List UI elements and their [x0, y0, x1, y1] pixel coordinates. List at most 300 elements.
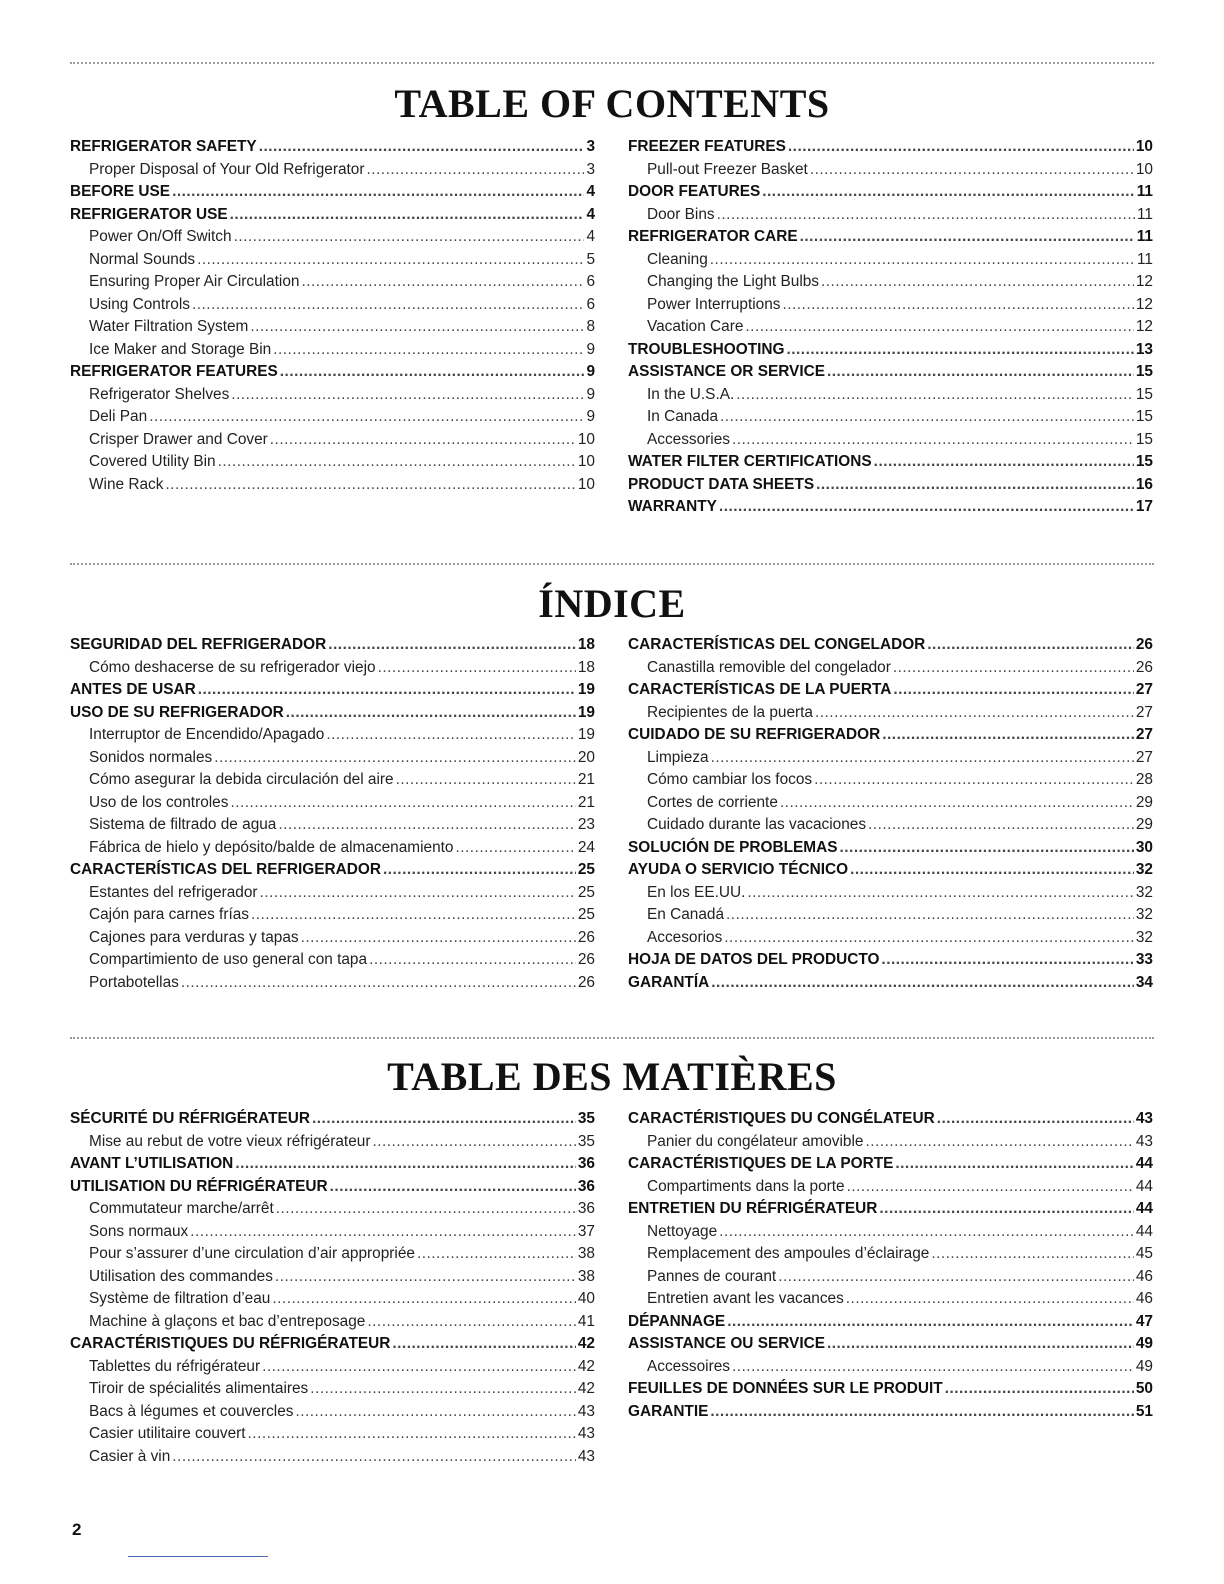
toc-heading-entry [628, 634, 1153, 657]
dot-leader [931, 1243, 1134, 1266]
toc-entry-page-number: 10 [577, 453, 595, 470]
toc-entry-page-number: 19 [577, 703, 595, 721]
toc-entry-page-number: 42 [577, 1380, 595, 1397]
dot-leader [272, 1288, 576, 1311]
dot-leader [717, 204, 1135, 227]
toc-entry-page-number: 32 [1135, 906, 1153, 923]
toc-entry-page-number: 12 [1135, 273, 1153, 290]
toc-subentry [70, 316, 595, 339]
toc-entry-page-number: 15 [1135, 363, 1153, 380]
toc-entry-page-number: 51 [1135, 1402, 1153, 1420]
toc-subentry [70, 384, 595, 407]
toc-entry-page-number: 27 [1135, 681, 1153, 698]
toc-entry-label: AYUDA O SERVICIO TÉCNICO [628, 861, 849, 878]
dot-leader [214, 747, 576, 770]
toc-entry-page-number: 36 [577, 1155, 595, 1172]
toc-entry-page-number: 43 [1135, 1132, 1153, 1150]
toc-entry-label: Sonidos normales [89, 748, 213, 766]
toc-entry-label: DÉPANNAGE [628, 1312, 726, 1330]
dot-leader [197, 249, 584, 272]
dot-leader [727, 1311, 1134, 1334]
dot-leader [865, 1131, 1133, 1154]
toc-heading-entry [628, 1198, 1153, 1221]
toc-subentry [628, 249, 1153, 272]
toc-spanish-right-column [628, 634, 1153, 994]
dot-leader [326, 724, 576, 747]
toc-entry-page-number: 20 [577, 748, 595, 766]
dot-leader [218, 451, 576, 474]
dot-leader [172, 1446, 576, 1469]
toc-entry-page-number: 5 [586, 250, 595, 268]
toc-entry-label: En los EE.UU. [647, 883, 746, 901]
dot-leader [392, 1333, 576, 1356]
toc-subentry [628, 159, 1153, 182]
dot-leader [786, 339, 1133, 362]
toc-entry-page-number: 27 [1135, 703, 1153, 721]
dot-leader [732, 1356, 1134, 1379]
divider-rule [70, 62, 1154, 64]
toc-entry-label: Compartiments dans la porte [647, 1177, 845, 1195]
dot-leader [301, 271, 584, 294]
toc-subentry [70, 1356, 595, 1379]
dot-leader [945, 1378, 1134, 1401]
toc-entry-label: Normal Sounds [89, 250, 196, 268]
toc-subentry [70, 451, 595, 474]
dot-leader [782, 294, 1133, 317]
toc-entry-page-number: 24 [577, 838, 595, 856]
toc-entry-label: USO DE SU REFRIGERADOR [70, 703, 284, 721]
dot-leader [295, 1401, 575, 1424]
toc-subentry [70, 904, 595, 927]
toc-entry-page-number: 47 [1135, 1312, 1153, 1330]
toc-entry-page-number: 41 [577, 1312, 595, 1330]
toc-entry-label: In Canada [647, 408, 719, 425]
toc-entry-label: GARANTÍA [628, 973, 710, 991]
dot-leader [378, 657, 576, 680]
toc-subentry [70, 474, 595, 497]
toc-subentry [628, 747, 1153, 770]
toc-subentry [70, 1221, 595, 1244]
toc-subentry [70, 226, 595, 249]
dot-leader [893, 657, 1134, 680]
toc-entry-page-number: 26 [577, 928, 595, 946]
toc-entry-page-number: 38 [577, 1245, 595, 1262]
toc-subentry [70, 294, 595, 317]
toc-subentry [628, 1176, 1153, 1199]
toc-entry-page-number: 18 [577, 636, 595, 653]
dot-leader [276, 1198, 576, 1221]
toc-entry-page-number: 44 [1135, 1155, 1153, 1172]
toc-entry-page-number: 26 [577, 973, 595, 991]
toc-entry-label: Power Interruptions [647, 295, 781, 313]
toc-entry-page-number: 9 [586, 340, 595, 358]
dot-leader [816, 474, 1134, 497]
toc-entry-page-number: 15 [1135, 408, 1153, 425]
dot-leader [248, 1423, 576, 1446]
toc-subentry [70, 657, 595, 680]
toc-subentry [628, 271, 1153, 294]
toc-entry-page-number: 19 [577, 681, 595, 698]
toc-entry-page-number: 19 [577, 726, 595, 743]
toc-heading-entry [628, 496, 1153, 519]
toc-subentry [628, 769, 1153, 792]
toc-subentry [70, 769, 595, 792]
dot-leader [711, 747, 1134, 770]
toc-heading-entry [70, 1108, 595, 1131]
dot-leader [800, 226, 1135, 249]
toc-heading-entry [628, 859, 1153, 882]
toc-entry-label: Cortes de corriente [647, 793, 778, 811]
toc-entry-page-number: 8 [586, 318, 595, 335]
toc-entry-page-number: 27 [1135, 726, 1153, 743]
toc-spanish-left-column [70, 634, 595, 994]
toc-entry-label: Recipientes de la puerta [647, 703, 813, 721]
toc-entry-page-number: 43 [577, 1425, 595, 1442]
toc-entry-page-number: 10 [1135, 138, 1153, 155]
toc-entry-page-number: 36 [577, 1177, 595, 1195]
toc-entry-page-number: 12 [1135, 295, 1153, 313]
toc-subentry [628, 657, 1153, 680]
section-title-french: TABLE DES MATIÈRES [387, 1054, 837, 1099]
toc-entry-label: Nettoyage [647, 1222, 718, 1240]
toc-heading-entry [628, 181, 1153, 204]
toc-entry-page-number: 21 [577, 771, 595, 788]
toc-entry-label: UTILISATION DU RÉFRIGÉRATEUR [70, 1177, 328, 1195]
toc-entry-label: Casier utilitaire couvert [89, 1425, 246, 1442]
toc-heading-entry [628, 1378, 1153, 1401]
toc-heading-entry [70, 181, 595, 204]
toc-subentry [628, 702, 1153, 725]
toc-entry-label: CARACTERÍSTICAS DEL REFRIGERADOR [70, 861, 381, 878]
toc-entry-label: Compartimiento de uso general con tapa [89, 951, 368, 968]
toc-entry-label: Accesorios [647, 928, 723, 946]
toc-heading-entry [628, 361, 1153, 384]
toc-entry-label: Pull-out Freezer Basket [647, 160, 808, 178]
toc-entry-page-number: 25 [577, 906, 595, 923]
dot-leader [937, 1108, 1134, 1131]
toc-entry-label: Door Bins [647, 205, 715, 223]
toc-heading-entry [628, 474, 1153, 497]
toc-entry-page-number: 29 [1135, 793, 1153, 811]
toc-subentry [70, 882, 595, 905]
toc-heading-entry [628, 1333, 1153, 1356]
dot-leader [149, 406, 584, 429]
toc-heading-entry [628, 136, 1153, 159]
toc-entry-page-number: 44 [1135, 1200, 1153, 1217]
toc-entry-page-number: 45 [1135, 1245, 1153, 1262]
toc-entry-label: Covered Utility Bin [89, 453, 216, 470]
toc-entry-page-number: 10 [577, 430, 595, 448]
toc-entry-page-number: 36 [577, 1200, 595, 1217]
toc-subentry [70, 724, 595, 747]
toc-entry-label: WARRANTY [628, 498, 717, 515]
toc-heading-entry [70, 679, 595, 702]
toc-entry-label: Ice Maker and Storage Bin [89, 340, 272, 358]
toc-entry-page-number: 44 [1135, 1222, 1153, 1240]
toc-subentry [70, 1288, 595, 1311]
toc-subentry [628, 294, 1153, 317]
toc-french-right-column [628, 1108, 1153, 1423]
toc-entry-label: Accessoires [647, 1357, 730, 1375]
toc-entry-label: Portabotellas [89, 973, 179, 991]
toc-entry-page-number: 50 [1135, 1380, 1153, 1397]
toc-entry-label: CARACTÉRISTIQUES DU CONGÉLATEUR [628, 1110, 935, 1127]
toc-entry-label: Cleaning [647, 250, 708, 268]
toc-entry-label: AVANT L’UTILISATION [70, 1155, 234, 1172]
toc-entry-page-number: 11 [1137, 250, 1153, 268]
dot-leader [927, 634, 1134, 657]
toc-entry-label: Cajón para carnes frías [89, 906, 249, 923]
toc-entry-page-number: 43 [1135, 1110, 1153, 1127]
toc-entry-label: DOOR FEATURES [628, 183, 761, 200]
dot-leader [366, 159, 584, 182]
toc-entry-label: Pannes de courant [647, 1267, 777, 1285]
toc-entry-page-number: 17 [1135, 498, 1153, 515]
dot-leader [172, 181, 584, 204]
dot-leader [234, 226, 585, 249]
toc-entry-page-number: 46 [1135, 1267, 1153, 1285]
toc-heading-entry [70, 859, 595, 882]
toc-english-left-column [70, 136, 595, 496]
toc-english-right-column [628, 136, 1153, 519]
toc-heading-entry [628, 1108, 1153, 1131]
dot-leader [165, 474, 575, 497]
toc-entry-label: Entretien avant les vacances [647, 1290, 844, 1307]
toc-entry-page-number: 26 [1135, 636, 1153, 653]
toc-heading-entry [70, 634, 595, 657]
section-title-english: TABLE OF CONTENTS [394, 81, 830, 126]
toc-entry-label: HOJA DE DATOS DEL PRODUCTO [628, 951, 880, 968]
dot-leader [879, 1198, 1133, 1221]
toc-entry-label: ASSISTANCE OU SERVICE [628, 1335, 825, 1352]
toc-entry-label: REFRIGERATOR USE [70, 205, 228, 223]
toc-entry-label: Sons normaux [89, 1222, 189, 1240]
toc-entry-page-number: 33 [1135, 951, 1153, 968]
toc-entry-label: Estantes del refrigerador [89, 883, 258, 901]
toc-heading-entry [628, 1401, 1153, 1424]
dot-leader [455, 837, 575, 860]
toc-entry-page-number: 6 [586, 295, 595, 313]
toc-entry-page-number: 10 [577, 475, 595, 493]
dot-leader [814, 769, 1134, 792]
dot-leader [396, 769, 576, 792]
dot-leader [747, 882, 1134, 905]
dot-leader [810, 159, 1134, 182]
toc-subentry [70, 1423, 595, 1446]
toc-subentry [628, 429, 1153, 452]
dot-leader [881, 949, 1133, 972]
toc-subentry [628, 406, 1153, 429]
toc-entry-label: REFRIGERATOR CARE [628, 228, 798, 245]
toc-heading-entry [70, 136, 595, 159]
toc-entry-label: Sistema de filtrado de agua [89, 816, 277, 833]
toc-entry-page-number: 21 [577, 793, 595, 811]
toc-entry-page-number: 12 [1135, 318, 1153, 335]
dot-leader [275, 1266, 576, 1289]
dot-leader [724, 927, 1134, 950]
toc-entry-page-number: 11 [1136, 228, 1153, 245]
toc-entry-page-number: 32 [1135, 928, 1153, 946]
dot-leader [840, 837, 1134, 860]
toc-entry-label: Système de filtration d’eau [89, 1290, 271, 1307]
toc-heading-entry [70, 702, 595, 725]
toc-entry-label: Cuidado durante las vacaciones [647, 816, 867, 833]
toc-entry-label: Uso de los controles [89, 793, 229, 811]
toc-subentry [70, 792, 595, 815]
toc-entry-label: Tiroir de spécialités alimentaires [89, 1380, 309, 1397]
toc-entry-label: Ensuring Proper Air Circulation [89, 273, 300, 290]
toc-entry-page-number: 29 [1135, 816, 1153, 833]
dot-leader [383, 859, 576, 882]
toc-subentry [628, 1266, 1153, 1289]
dot-leader [847, 1176, 1134, 1199]
dot-leader [198, 679, 576, 702]
toc-entry-label: Proper Disposal of Your Old Refrigerator [89, 160, 365, 178]
toc-entry-label: Using Controls [89, 295, 190, 313]
dot-leader [846, 1288, 1134, 1311]
toc-entry-page-number: 6 [586, 273, 595, 290]
toc-subentry [70, 249, 595, 272]
toc-entry-page-number: 15 [1135, 385, 1153, 403]
dot-leader [230, 792, 575, 815]
toc-entry-label: Wine Rack [89, 475, 164, 493]
toc-heading-entry [70, 361, 595, 384]
toc-heading-entry [70, 1176, 595, 1199]
toc-entry-label: CARACTERÍSTICAS DE LA PUERTA [628, 681, 892, 698]
toc-entry-page-number: 27 [1135, 748, 1153, 766]
dot-leader [762, 181, 1134, 204]
toc-entry-label: ENTRETIEN DU RÉFRIGÉRATEUR [628, 1200, 878, 1217]
toc-subentry [70, 339, 595, 362]
toc-subentry [628, 1288, 1153, 1311]
toc-entry-label: Canastilla removible del congelador [647, 658, 891, 676]
toc-entry-label: SOLUCIÓN DE PROBLEMAS [628, 838, 838, 856]
toc-entry-label: FREEZER FEATURES [628, 138, 786, 155]
toc-subentry [70, 1446, 595, 1469]
toc-entry-label: WATER FILTER CERTIFICATIONS [628, 453, 872, 470]
toc-subentry [628, 316, 1153, 339]
toc-subentry [70, 271, 595, 294]
toc-heading-entry [628, 949, 1153, 972]
toc-entry-label: TROUBLESHOOTING [628, 340, 785, 358]
dot-leader [312, 1108, 576, 1131]
toc-entry-page-number: 30 [1135, 838, 1153, 856]
toc-entry-label: Accessories [647, 430, 730, 448]
toc-subentry [628, 1243, 1153, 1266]
toc-entry-label: Cómo deshacerse de su refrigerador viejo [89, 658, 376, 676]
dot-leader [235, 1153, 576, 1176]
dot-leader [280, 361, 585, 384]
dot-leader [328, 634, 576, 657]
dot-leader [286, 702, 576, 725]
dot-leader [278, 814, 576, 837]
toc-entry-page-number: 34 [1135, 973, 1153, 991]
toc-subentry [628, 1131, 1153, 1154]
dot-leader [893, 679, 1134, 702]
toc-heading-entry [628, 451, 1153, 474]
dot-leader [780, 792, 1134, 815]
toc-entry-page-number: 9 [586, 363, 595, 380]
toc-entry-page-number: 42 [577, 1335, 595, 1352]
toc-entry-label: Interruptor de Encendido/Apagado [89, 726, 325, 743]
divider-rule [70, 563, 1154, 565]
toc-entry-page-number: 40 [577, 1290, 595, 1307]
dot-leader [815, 702, 1134, 725]
dot-leader [273, 339, 584, 362]
decorative-underline [128, 1556, 268, 1557]
toc-entry-page-number: 42 [577, 1357, 595, 1375]
toc-entry-label: Fábrica de hielo y depósito/balde de almacenamiento [89, 838, 454, 856]
toc-entry-page-number: 26 [577, 951, 595, 968]
dot-leader [270, 429, 576, 452]
toc-entry-label: En Canadá [647, 906, 725, 923]
toc-entry-page-number: 11 [1137, 205, 1153, 223]
toc-entry-label: Refrigerator Shelves [89, 385, 230, 403]
toc-entry-label: Water Filtration System [89, 318, 249, 335]
toc-subentry [70, 1243, 595, 1266]
dot-leader [330, 1176, 576, 1199]
toc-subentry [70, 972, 595, 995]
toc-entry-label: FEUILLES DE DONNÉES SUR LE PRODUIT [628, 1380, 943, 1397]
toc-entry-page-number: 43 [577, 1447, 595, 1465]
toc-entry-page-number: 25 [577, 883, 595, 901]
dot-leader [262, 1356, 576, 1379]
toc-heading-entry [70, 1153, 595, 1176]
toc-subentry [70, 927, 595, 950]
toc-subentry [628, 384, 1153, 407]
toc-entry-page-number: 4 [586, 228, 595, 245]
toc-entry-label: Machine à glaçons et bac d’entreposage [89, 1312, 366, 1330]
toc-entry-page-number: 32 [1135, 883, 1153, 901]
toc-entry-page-number: 25 [577, 861, 595, 878]
toc-entry-label: In the U.S.A. [647, 385, 735, 403]
dot-leader [827, 1333, 1134, 1356]
dot-leader [827, 361, 1134, 384]
dot-leader [720, 406, 1134, 429]
toc-entry-page-number: 3 [586, 160, 595, 178]
dot-leader [745, 316, 1133, 339]
dot-leader [710, 249, 1135, 272]
toc-entry-page-number: 9 [586, 408, 595, 425]
dot-leader [732, 429, 1134, 452]
dot-leader [310, 1378, 576, 1401]
toc-heading-entry [628, 1153, 1153, 1176]
toc-entry-label: Tablettes du réfrigérateur [89, 1357, 261, 1375]
toc-entry-page-number: 32 [1135, 861, 1153, 878]
toc-entry-label: ANTES DE USAR [70, 681, 196, 698]
dot-leader [260, 882, 576, 905]
toc-subentry [70, 406, 595, 429]
dot-leader [778, 1266, 1134, 1289]
dot-leader [868, 814, 1134, 837]
toc-entry-page-number: 16 [1135, 475, 1153, 493]
dot-leader [372, 1131, 575, 1154]
toc-subentry [70, 1131, 595, 1154]
toc-subentry [628, 882, 1153, 905]
toc-subentry [628, 814, 1153, 837]
toc-entry-label: ASSISTANCE OR SERVICE [628, 363, 825, 380]
toc-entry-page-number: 49 [1135, 1335, 1153, 1352]
dot-leader [181, 972, 576, 995]
dot-leader [821, 271, 1134, 294]
toc-entry-page-number: 38 [577, 1267, 595, 1285]
toc-entry-label: Bacs à légumes et couvercles [89, 1402, 294, 1420]
toc-heading-entry [70, 204, 595, 227]
toc-entry-page-number: 4 [586, 205, 595, 223]
toc-subentry [628, 904, 1153, 927]
dot-leader [251, 904, 576, 927]
toc-entry-label: Deli Pan [89, 408, 148, 425]
